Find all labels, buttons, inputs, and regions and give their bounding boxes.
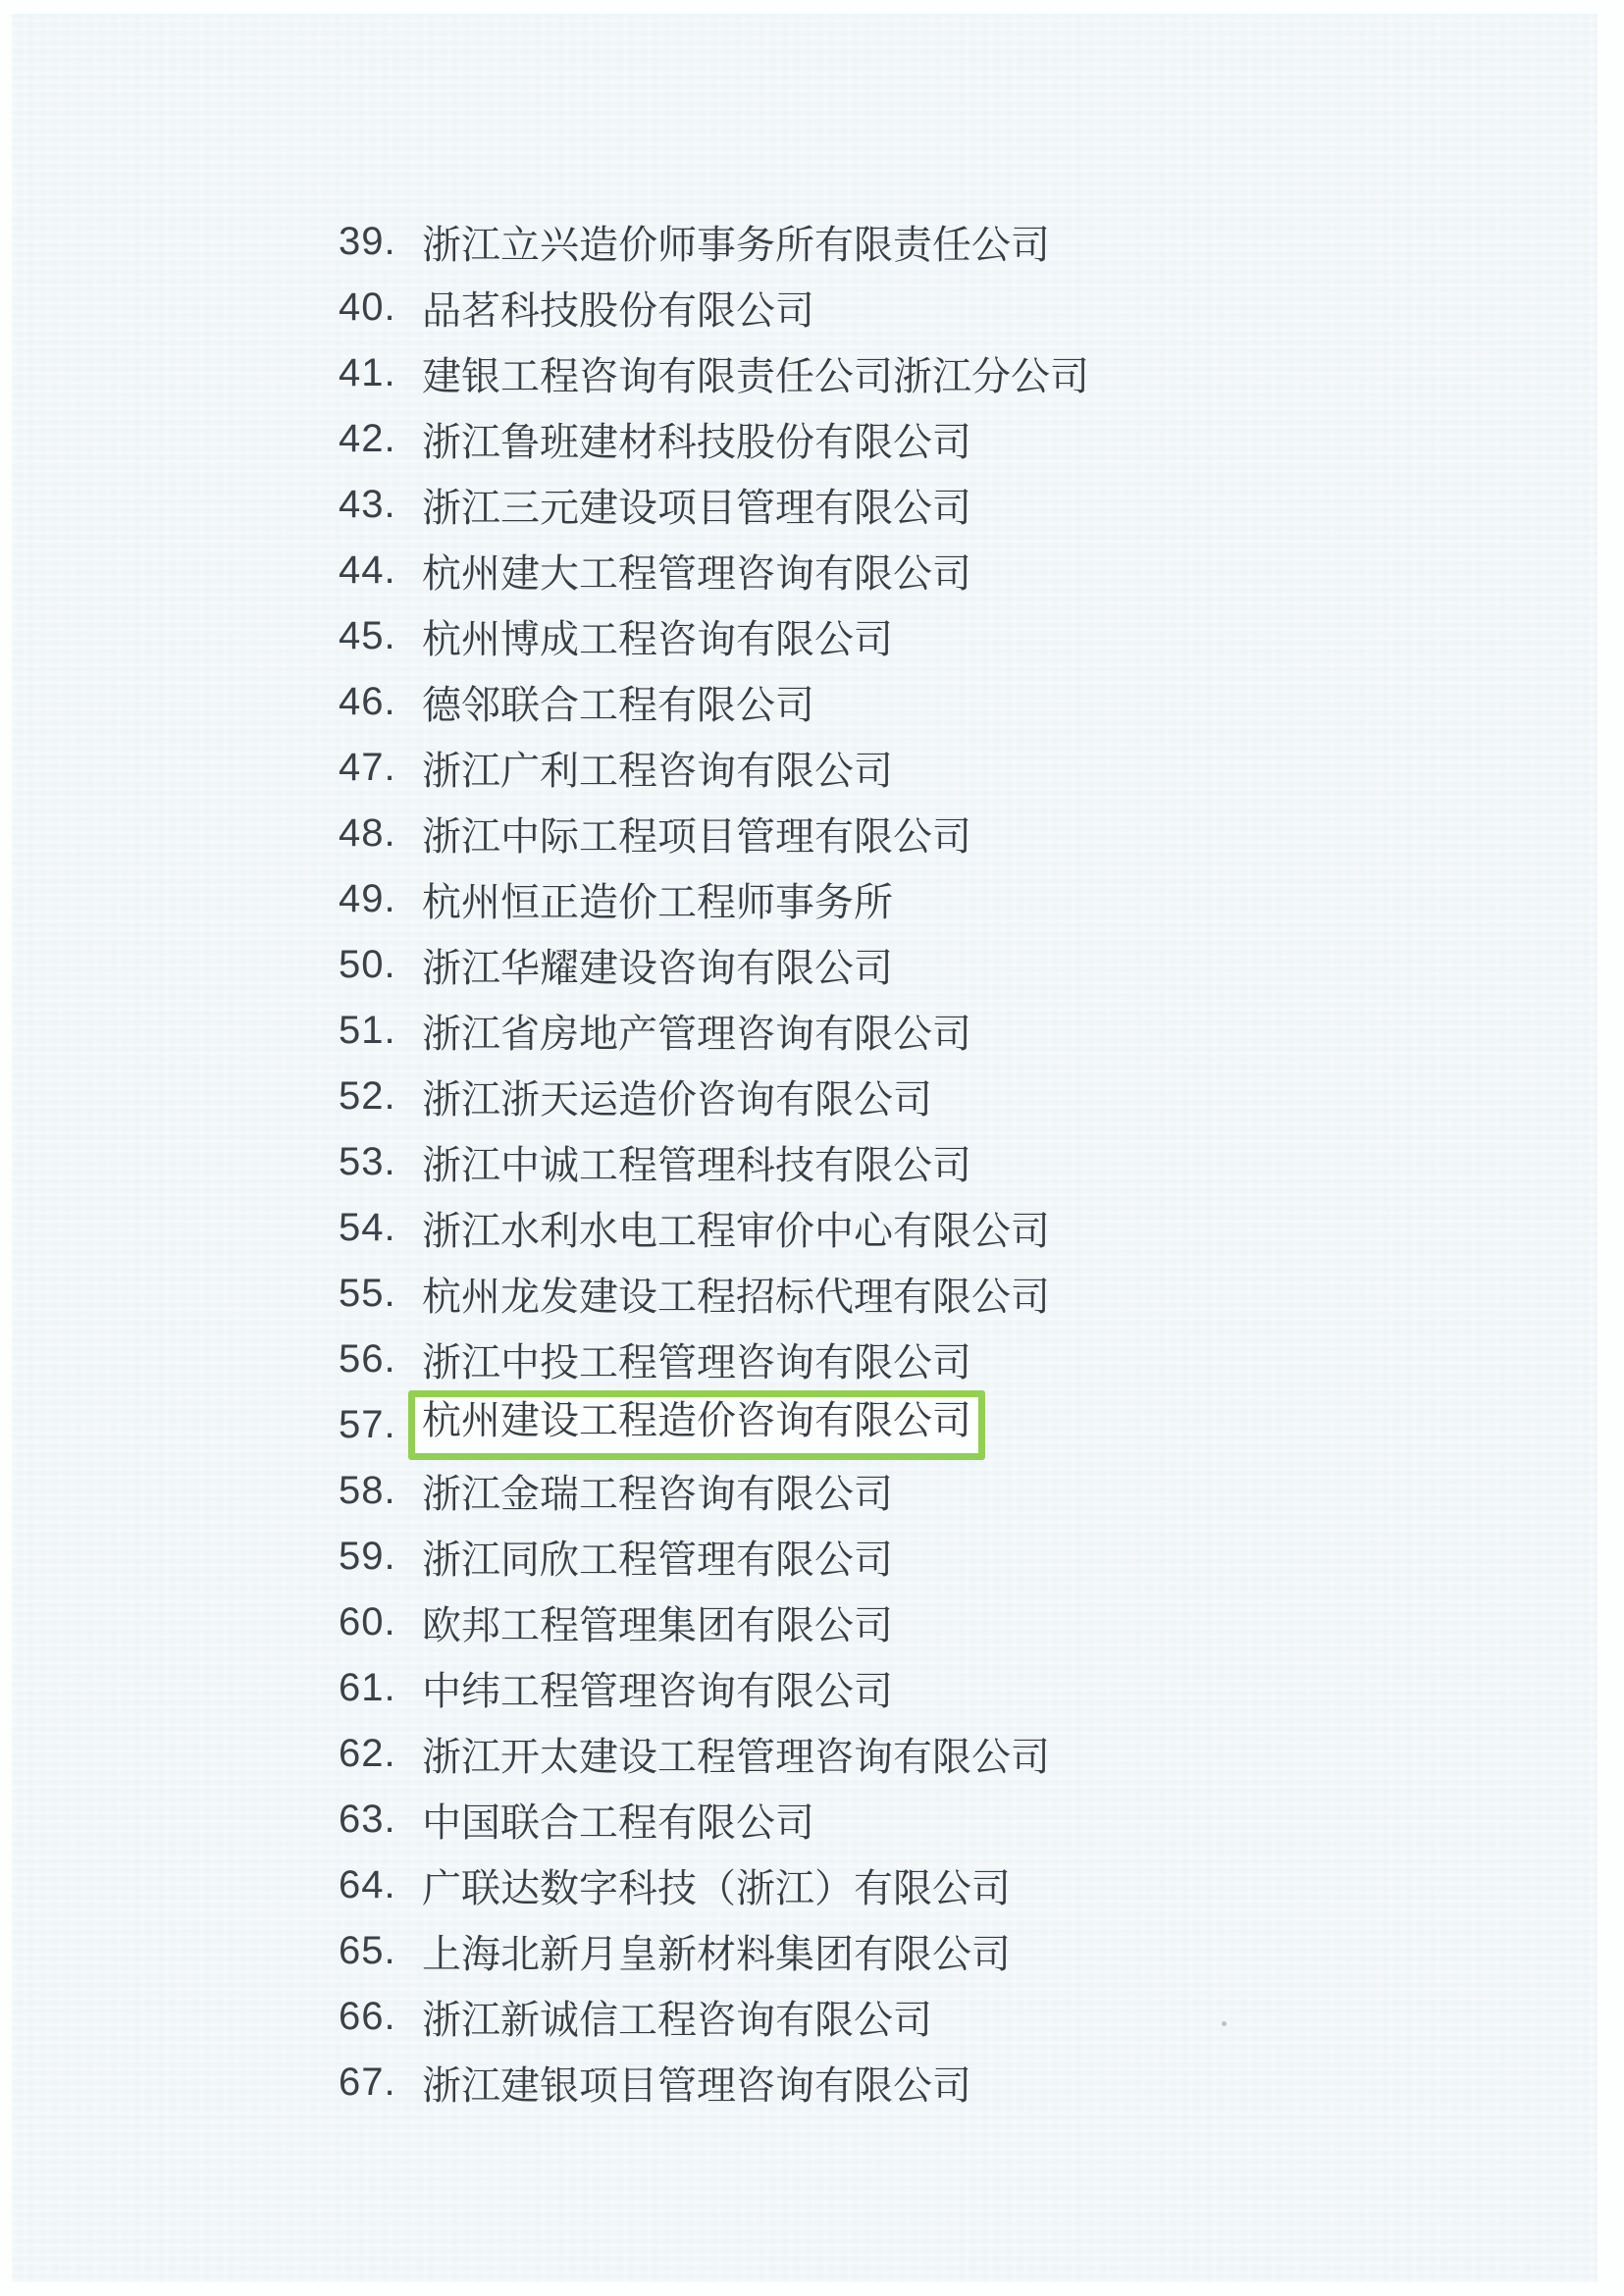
- list-item: [339, 669, 1516, 735]
- list-item: [339, 801, 1516, 866]
- company-name: 浙江华耀建设咨询有限公司: [422, 947, 893, 990]
- list-item: [339, 275, 1516, 340]
- list-item: [339, 1655, 1516, 1721]
- list-item-number: 44.: [339, 548, 396, 592]
- list-item-number: 62.: [339, 1732, 396, 1775]
- company-name: 品茗科技股份有限公司: [422, 289, 814, 333]
- list-item-number: 66.: [339, 1995, 396, 2038]
- list-item: [339, 1195, 1516, 1261]
- company-name: 广联达数字科技（浙江）有限公司: [422, 1867, 1011, 1910]
- list-item-number: 59.: [339, 1535, 396, 1578]
- list-item: [339, 1590, 1516, 1655]
- company-name: 杭州建大工程管理咨询有限公司: [422, 552, 971, 596]
- list-item: [339, 735, 1516, 801]
- list-item-number: 61.: [339, 1666, 396, 1709]
- company-name: 中国联合工程有限公司: [422, 1801, 814, 1845]
- company-name: 浙江建银项目管理咨询有限公司: [422, 2064, 971, 2108]
- list-item-number: 63.: [339, 1798, 396, 1841]
- list-item: [339, 1984, 1516, 2050]
- list-item-number: 56.: [339, 1337, 396, 1381]
- list-item: [339, 406, 1516, 472]
- list-item-number: 65.: [339, 1929, 396, 1972]
- list-item: [339, 1064, 1516, 1129]
- list-item-number: 50.: [339, 943, 396, 986]
- company-name: 浙江广利工程咨询有限公司: [422, 750, 893, 793]
- company-name: 浙江新诚信工程咨询有限公司: [422, 1999, 932, 2042]
- company-name: 浙江开太建设工程管理咨询有限公司: [422, 1736, 1050, 1779]
- list-item: [339, 603, 1516, 669]
- list-item: [339, 1458, 1516, 1524]
- company-name: 浙江鲁班建材科技股份有限公司: [422, 421, 971, 464]
- list-item-number: 40.: [339, 286, 396, 329]
- list-item: [339, 538, 1516, 603]
- company-name: 浙江三元建设项目管理有限公司: [422, 487, 971, 530]
- list-item: [339, 1129, 1516, 1195]
- list-item: [339, 1327, 1516, 1392]
- list-item: [339, 1787, 1516, 1852]
- list-item: [339, 1721, 1516, 1787]
- company-name: 建银工程咨询有限责任公司浙江分公司: [422, 355, 1089, 398]
- list-item-number: 57.: [339, 1403, 396, 1446]
- company-name: 杭州博成工程咨询有限公司: [422, 618, 893, 661]
- list-item: [339, 1392, 1516, 1458]
- list-item-number: 47.: [339, 746, 396, 789]
- list-item-number: 53.: [339, 1140, 396, 1183]
- list-item: [339, 209, 1516, 275]
- list-item: [339, 1524, 1516, 1590]
- company-name: 欧邦工程管理集团有限公司: [422, 1604, 893, 1647]
- list-item-number: 42.: [339, 417, 396, 460]
- company-name-highlighted: 杭州建设工程造价咨询有限公司: [422, 1399, 971, 1442]
- list-item-number: 60.: [339, 1600, 396, 1644]
- list-item-number: 55.: [339, 1272, 396, 1315]
- list-item-number: 58.: [339, 1469, 396, 1512]
- company-name: 浙江中际工程项目管理有限公司: [422, 815, 971, 859]
- list-item-number: 67.: [339, 2061, 396, 2104]
- scan-paper-background: [12, 14, 1598, 2282]
- list-item-number: 43.: [339, 483, 396, 526]
- list-item-number: 64.: [339, 1863, 396, 1906]
- company-name: 浙江金瑞工程咨询有限公司: [422, 1473, 893, 1516]
- company-name: 浙江同欣工程管理有限公司: [422, 1539, 893, 1582]
- company-name: 上海北新月皇新材料集团有限公司: [422, 1933, 1011, 1976]
- scan-artifact-dot: [1222, 2021, 1227, 2026]
- list-item-number: 49.: [339, 877, 396, 920]
- list-item-number: 51.: [339, 1009, 396, 1052]
- list-item-number: 39.: [339, 220, 396, 263]
- company-name: 杭州恒正造价工程师事务所: [422, 881, 893, 924]
- list-item-number: 48.: [339, 811, 396, 855]
- list-item: [339, 340, 1516, 406]
- list-item-number: 54.: [339, 1206, 396, 1249]
- list-item: [339, 472, 1516, 538]
- list-item-number: 45.: [339, 614, 396, 657]
- company-name: 浙江浙天运造价咨询有限公司: [422, 1078, 932, 1122]
- list-item-number: 52.: [339, 1074, 396, 1118]
- list-item: [339, 932, 1516, 998]
- list-item: [339, 998, 1516, 1064]
- list-item: [339, 2050, 1516, 2115]
- highlight-box: [408, 1390, 985, 1460]
- list-item: [339, 866, 1516, 932]
- company-name: 德邻联合工程有限公司: [422, 684, 814, 727]
- list-item: [339, 1261, 1516, 1327]
- list-item: [339, 1852, 1516, 1918]
- company-name: 杭州龙发建设工程招标代理有限公司: [422, 1276, 1050, 1319]
- company-name: 浙江立兴造价师事务所有限责任公司: [422, 224, 1050, 267]
- company-name: 中纬工程管理咨询有限公司: [422, 1670, 893, 1713]
- company-name: 浙江中投工程管理咨询有限公司: [422, 1341, 971, 1384]
- list-item: [339, 1918, 1516, 1984]
- company-list: [339, 209, 1516, 2115]
- company-name: 浙江水利水电工程审价中心有限公司: [422, 1210, 1050, 1253]
- company-name: 浙江中诚工程管理科技有限公司: [422, 1144, 971, 1187]
- list-item-number: 46.: [339, 680, 396, 723]
- company-name: 浙江省房地产管理咨询有限公司: [422, 1013, 971, 1056]
- list-item-number: 41.: [339, 351, 396, 394]
